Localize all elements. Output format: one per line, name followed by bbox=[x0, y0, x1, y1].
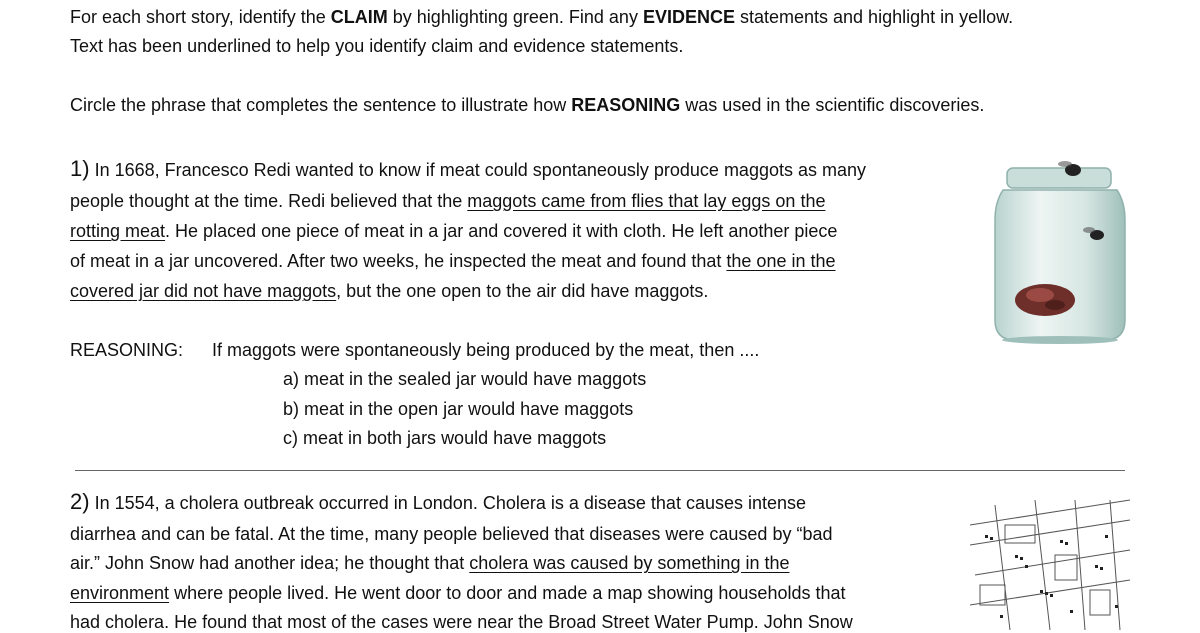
story-text: people thought at the time. Redi believed that the bbox=[70, 191, 468, 211]
instruction-text: was used in the scientific discoveries. bbox=[680, 95, 985, 115]
reasoning-prompt: If maggots were spontaneously being produced by the meat, then .... bbox=[212, 340, 760, 360]
reasoning1-line bbox=[70, 340, 760, 361]
instruction-line-1 bbox=[70, 7, 1013, 28]
cholera-map-image bbox=[965, 495, 1135, 630]
evidence-keyword: EVIDENCE bbox=[642, 7, 735, 27]
story-number: 2) bbox=[70, 489, 90, 514]
story-text: where people lived. He went door to door and made a map showing households that bbox=[169, 583, 846, 603]
instruction-text: For each short story, identify the bbox=[70, 7, 331, 27]
instruction-text: Circle the phrase that completes the sentence to illustrate how bbox=[70, 95, 572, 115]
story-text: In 1554, a cholera outbreak occurred in London. Cholera is a disease that causes intense bbox=[89, 493, 807, 513]
evidence-underline: maggots came from flies that lay eggs on the bbox=[467, 191, 826, 211]
story1-line-2 bbox=[70, 191, 825, 212]
story1-line-4 bbox=[70, 251, 836, 272]
story1-line-1 bbox=[70, 156, 866, 182]
reasoning-keyword: REASONING bbox=[571, 95, 681, 115]
evidence-underline: the one in the bbox=[726, 251, 836, 271]
story-text: . He placed one piece of meat in a jar and covered it with cloth. He left another piece bbox=[165, 221, 838, 241]
story1-line-3 bbox=[70, 221, 837, 242]
story-text: , but the one open to the air did have maggots. bbox=[336, 281, 709, 301]
story-text: of meat in a jar uncovered. After two weeks, he inspected the meat and found that bbox=[70, 251, 727, 271]
evidence-underline: environment bbox=[70, 583, 170, 603]
evidence-underline: rotting meat bbox=[70, 221, 166, 241]
evidence-underline: covered jar did not have maggots bbox=[70, 281, 337, 301]
instruction-text: statements and highlight in yellow. bbox=[734, 7, 1014, 27]
option-c[interactable]: c) meat in both jars would have maggots bbox=[283, 428, 607, 448]
story1-line-5 bbox=[70, 281, 708, 302]
story-text: In 1668, Francesco Redi wanted to know if meat could spontaneously produce maggots as many bbox=[89, 160, 867, 180]
story2-line-1 bbox=[70, 489, 806, 515]
instruction-text: by highlighting green. Find any bbox=[387, 7, 643, 27]
option-b[interactable]: b) meat in the open jar would have maggots bbox=[283, 399, 634, 419]
reasoning-label: REASONING: bbox=[70, 340, 184, 360]
instruction-line-2: Text has been underlined to help you identify claim and evidence statements. bbox=[70, 36, 684, 56]
story-text: air.” John Snow had another idea; he thought that bbox=[70, 553, 470, 573]
claim-keyword: CLAIM bbox=[330, 7, 388, 27]
evidence-underline: cholera was caused by something in the bbox=[469, 553, 790, 573]
jar-with-flies-image bbox=[985, 150, 1135, 345]
instruction-line-3 bbox=[70, 95, 984, 116]
section-divider bbox=[75, 470, 1125, 471]
story2-line-2: diarrhea and can be fatal. At the time, many people believed that diseases were caused by “bad bbox=[70, 524, 833, 544]
story2-line-5: had cholera. He found that most of the cases were near the Broad Street Water Pump. John Snow bbox=[70, 612, 853, 632]
story2-line-4 bbox=[70, 583, 846, 604]
story2-line-3 bbox=[70, 553, 789, 574]
option-a[interactable]: a) meat in the sealed jar would have maggots bbox=[283, 369, 647, 389]
story-number: 1) bbox=[70, 156, 90, 181]
